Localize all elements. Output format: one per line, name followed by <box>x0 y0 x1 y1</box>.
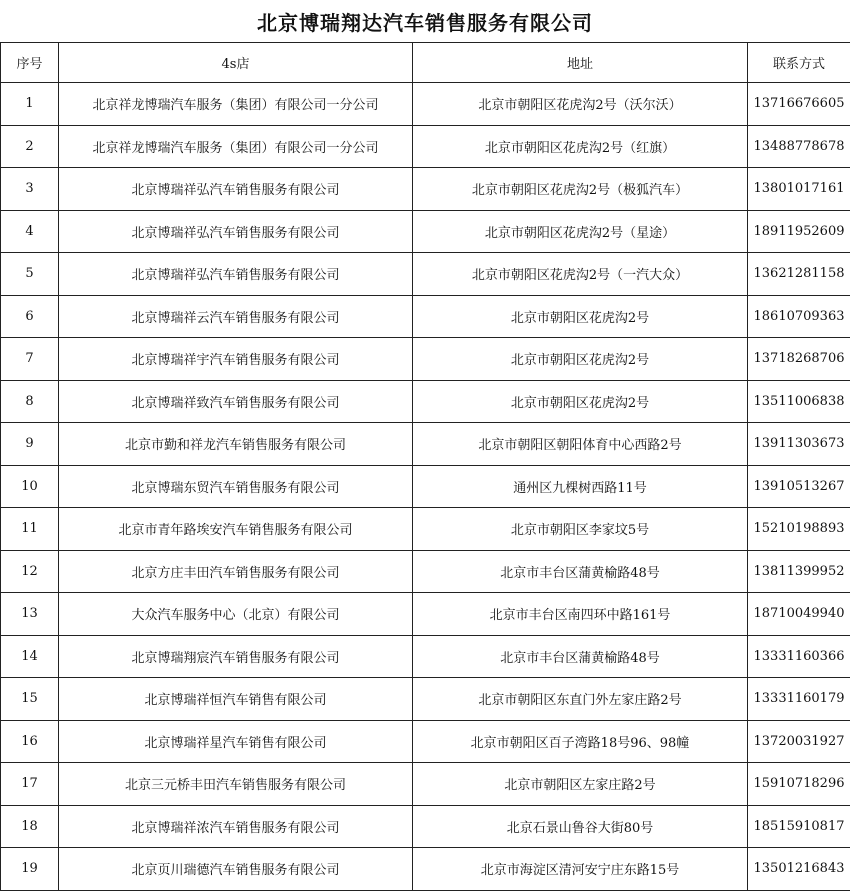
table-row <box>1 423 850 466</box>
cell-phone: 13720031927 <box>748 720 850 763</box>
cell-index: 10 <box>1 465 59 508</box>
cell-dealer-name: 北京博瑞祥弘汽车销售服务有限公司 <box>59 168 413 211</box>
cell-address: 北京市丰台区蒲黄榆路48号 <box>413 635 748 678</box>
cell-phone: 13911303673 <box>748 423 850 466</box>
cell-index: 17 <box>1 763 59 806</box>
cell-dealer-name: 大众汽车服务中心（北京）有限公司 <box>59 593 413 636</box>
cell-dealer-name: 北京页川瑞德汽车销售服务有限公司 <box>59 848 413 891</box>
table-row <box>1 210 850 253</box>
table-row <box>1 168 850 211</box>
table-row <box>1 848 850 891</box>
cell-phone: 13910513267 <box>748 465 850 508</box>
cell-index: 19 <box>1 848 59 891</box>
cell-address: 北京市海淀区清河安宁庄东路15号 <box>413 848 748 891</box>
table-row <box>1 678 850 721</box>
cell-dealer-name: 北京博瑞祥弘汽车销售服务有限公司 <box>59 253 413 296</box>
header-contact: 联系方式 <box>748 43 850 83</box>
cell-address: 北京市朝阳区左家庄路2号 <box>413 763 748 806</box>
header-address: 地址 <box>413 43 748 83</box>
cell-phone: 13801017161 <box>748 168 850 211</box>
cell-dealer-name: 北京博瑞东贸汽车销售服务有限公司 <box>59 465 413 508</box>
table-row <box>1 125 850 168</box>
cell-address: 北京石景山鲁谷大街80号 <box>413 805 748 848</box>
cell-dealer-name: 北京祥龙博瑞汽车服务（集团）有限公司一分公司 <box>59 125 413 168</box>
table-header-row <box>1 43 850 83</box>
cell-phone: 13488778678 <box>748 125 850 168</box>
cell-phone: 18515910817 <box>748 805 850 848</box>
cell-dealer-name: 北京博瑞祥云汽车销售服务有限公司 <box>59 295 413 338</box>
table-row <box>1 295 850 338</box>
table-row <box>1 508 850 551</box>
cell-dealer-name: 北京市勤和祥龙汽车销售服务有限公司 <box>59 423 413 466</box>
cell-address: 北京市丰台区南四环中路161号 <box>413 593 748 636</box>
cell-phone: 13718268706 <box>748 338 850 381</box>
cell-dealer-name: 北京三元桥丰田汽车销售服务有限公司 <box>59 763 413 806</box>
table-row <box>1 593 850 636</box>
cell-dealer-name: 北京博瑞祥宇汽车销售服务有限公司 <box>59 338 413 381</box>
cell-address: 通州区九棵树西路11号 <box>413 465 748 508</box>
cell-phone: 15210198893 <box>748 508 850 551</box>
cell-address: 北京市朝阳区花虎沟2号（红旗） <box>413 125 748 168</box>
table-row <box>1 465 850 508</box>
table-row <box>1 805 850 848</box>
cell-index: 12 <box>1 550 59 593</box>
cell-index: 13 <box>1 593 59 636</box>
table-row <box>1 635 850 678</box>
cell-dealer-name: 北京博瑞祥弘汽车销售服务有限公司 <box>59 210 413 253</box>
table-row <box>1 720 850 763</box>
cell-dealer-name: 北京博瑞祥恒汽车销售有限公司 <box>59 678 413 721</box>
cell-dealer-name: 北京博瑞翔宸汽车销售服务有限公司 <box>59 635 413 678</box>
header-index: 序号 <box>1 43 59 83</box>
cell-index: 15 <box>1 678 59 721</box>
cell-address: 北京市朝阳区花虎沟2号（一汽大众） <box>413 253 748 296</box>
cell-address: 北京市朝阳区花虎沟2号（星途） <box>413 210 748 253</box>
cell-index: 5 <box>1 253 59 296</box>
cell-index: 16 <box>1 720 59 763</box>
cell-index: 9 <box>1 423 59 466</box>
cell-address: 北京市朝阳区东直门外左家庄路2号 <box>413 678 748 721</box>
cell-index: 7 <box>1 338 59 381</box>
cell-phone: 13716676605 <box>748 83 850 126</box>
cell-index: 3 <box>1 168 59 211</box>
cell-index: 8 <box>1 380 59 423</box>
cell-phone: 13331160179 <box>748 678 850 721</box>
table-row <box>1 253 850 296</box>
cell-address: 北京市朝阳区百子湾路18号96、98幢 <box>413 720 748 763</box>
cell-address: 北京市丰台区蒲黄榆路48号 <box>413 550 748 593</box>
cell-phone: 13621281158 <box>748 253 850 296</box>
cell-dealer-name: 北京博瑞祥浓汽车销售服务有限公司 <box>59 805 413 848</box>
cell-phone: 18710049940 <box>748 593 850 636</box>
cell-address: 北京市朝阳区花虎沟2号（极狐汽车） <box>413 168 748 211</box>
cell-address: 北京市朝阳区花虎沟2号 <box>413 338 748 381</box>
page-title: 北京博瑞翔达汽车销售服务有限公司 <box>0 0 850 42</box>
cell-phone: 13511006838 <box>748 380 850 423</box>
cell-address: 北京市朝阳区朝阳体育中心西路2号 <box>413 423 748 466</box>
cell-address: 北京市朝阳区花虎沟2号 <box>413 295 748 338</box>
cell-index: 11 <box>1 508 59 551</box>
cell-phone: 18911952609 <box>748 210 850 253</box>
cell-phone: 13501216843 <box>748 848 850 891</box>
table-row <box>1 550 850 593</box>
cell-index: 14 <box>1 635 59 678</box>
cell-address: 北京市朝阳区花虎沟2号 <box>413 380 748 423</box>
table-row <box>1 83 850 126</box>
cell-phone: 15910718296 <box>748 763 850 806</box>
table-row <box>1 338 850 381</box>
cell-phone: 13811399952 <box>748 550 850 593</box>
cell-index: 18 <box>1 805 59 848</box>
cell-address: 北京市朝阳区李家坟5号 <box>413 508 748 551</box>
cell-dealer-name: 北京博瑞祥星汽车销售有限公司 <box>59 720 413 763</box>
cell-dealer-name: 北京祥龙博瑞汽车服务（集团）有限公司一分公司 <box>59 83 413 126</box>
table-body <box>1 83 850 891</box>
table-row <box>1 380 850 423</box>
cell-dealer-name: 北京博瑞祥致汽车销售服务有限公司 <box>59 380 413 423</box>
cell-index: 4 <box>1 210 59 253</box>
table-row <box>1 763 850 806</box>
cell-index: 6 <box>1 295 59 338</box>
cell-index: 1 <box>1 83 59 126</box>
cell-dealer-name: 北京市青年路埃安汽车销售服务有限公司 <box>59 508 413 551</box>
cell-dealer-name: 北京方庄丰田汽车销售服务有限公司 <box>59 550 413 593</box>
header-dealer: 4s店 <box>59 43 413 83</box>
cell-phone: 18610709363 <box>748 295 850 338</box>
cell-address: 北京市朝阳区花虎沟2号（沃尔沃） <box>413 83 748 126</box>
dealer-table <box>0 42 850 891</box>
cell-index: 2 <box>1 125 59 168</box>
cell-phone: 13331160366 <box>748 635 850 678</box>
